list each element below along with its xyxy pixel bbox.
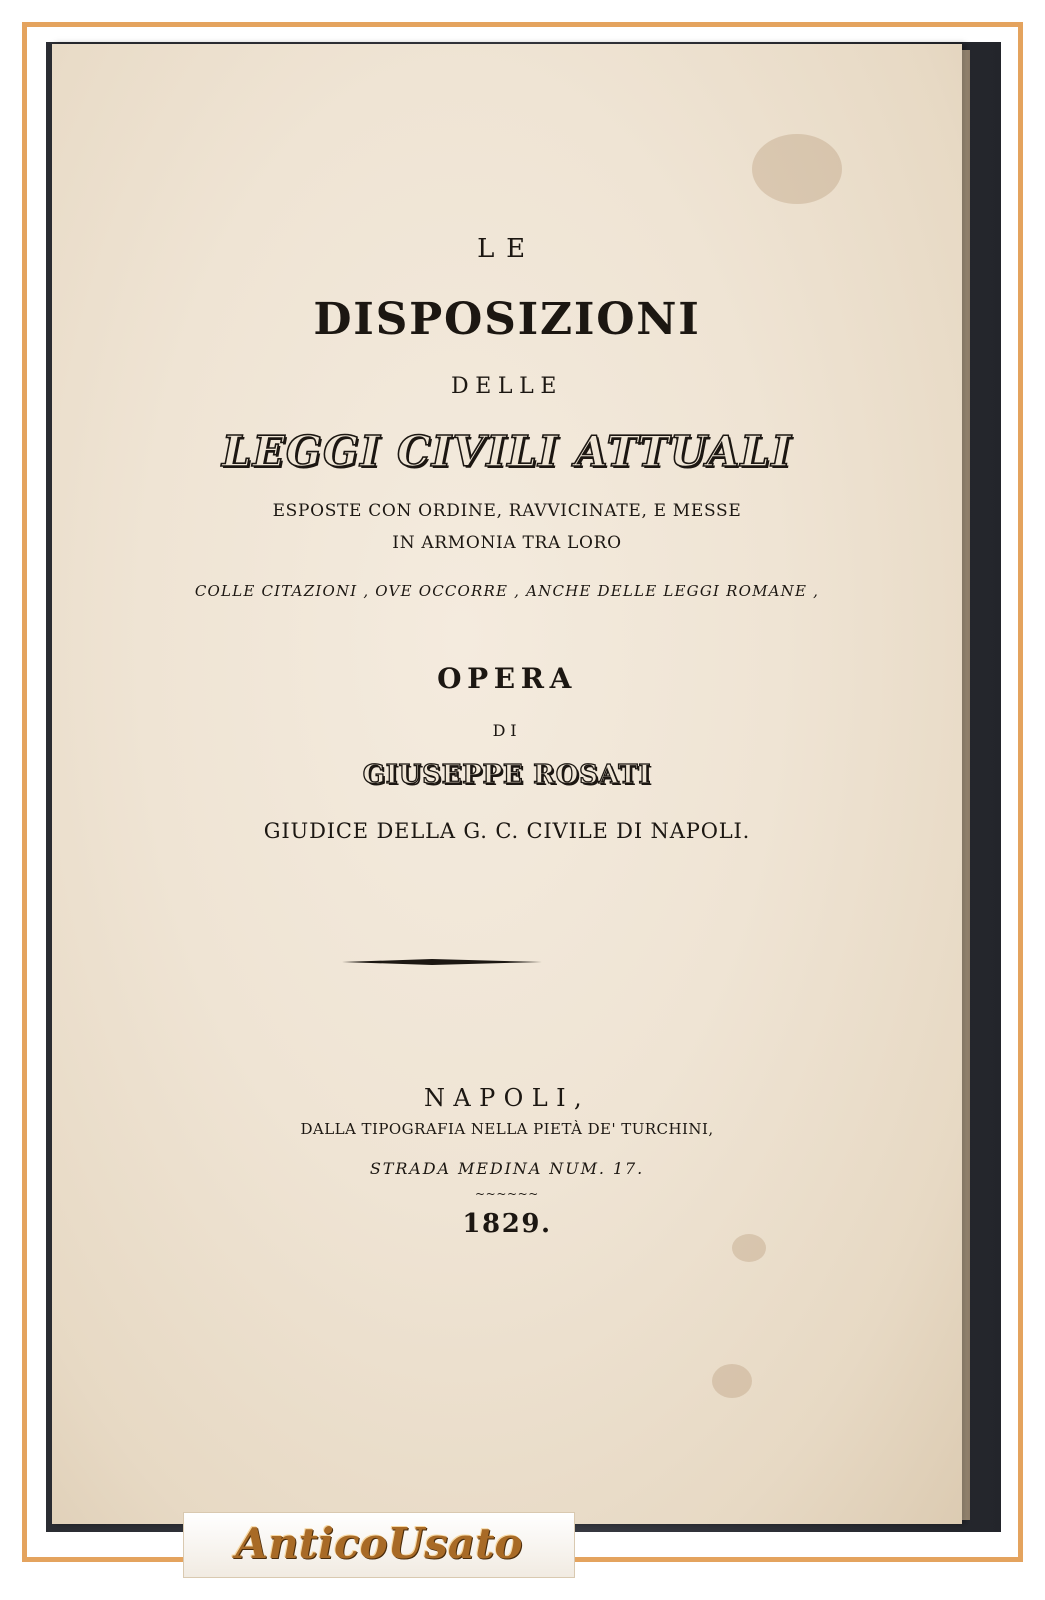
- title-line-leggi: LEGGI CIVILI ATTUALI: [221, 427, 793, 476]
- title-line-disposizioni: DISPOSIZIONI: [313, 294, 701, 345]
- subtitle-line-3: COLLE CITAZIONI , OVE OCCORRE , ANCHE DELLE LEGGI ROMANE ,: [194, 582, 820, 600]
- author-role: GIUDICE DELLA G. C. CIVILE DI NAPOLI.: [263, 819, 751, 843]
- imprint-street: STRADA MEDINA NUM. 17.: [369, 1159, 645, 1178]
- imprint-city: NAPOLI,: [423, 1084, 590, 1112]
- opera-label: OPERA: [437, 662, 577, 695]
- subtitle-line-2: IN ARMONIA TRA LORO: [392, 533, 622, 553]
- subtitle-line-1: ESPOSTE CON ORDINE, RAVVICINATE, E MESSE: [272, 501, 742, 521]
- watermark-logo-text: AnticoUsato: [235, 1519, 523, 1568]
- title-page: [52, 44, 962, 1524]
- watermark-logo: [183, 1512, 575, 1578]
- di-label: DI: [492, 721, 522, 740]
- author-name: GIUSEPPE ROSATI: [362, 760, 652, 790]
- ornamental-rule: [342, 959, 542, 965]
- imprint-ornament: ~~~~~~: [475, 1187, 539, 1201]
- paper-stain: [752, 134, 842, 204]
- title-line-delle: DELLE: [451, 374, 563, 399]
- title-line-le: LE: [477, 234, 537, 264]
- imprint-printer: DALLA TIPOGRAFIA NELLA PIETÀ DE' TURCHINI,: [300, 1120, 714, 1138]
- imprint-year: 1829.: [462, 1209, 552, 1239]
- paper-stain: [712, 1364, 752, 1398]
